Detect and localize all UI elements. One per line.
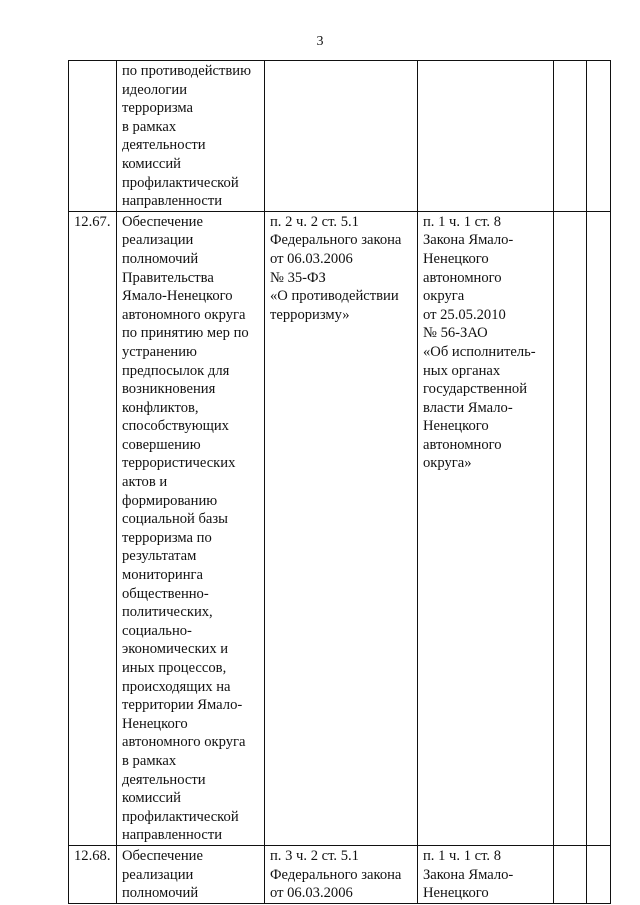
extra-column-cell (587, 61, 611, 212)
cell-text-line: Ненецкого (423, 250, 489, 267)
extra-column-cell (587, 845, 611, 903)
cell-text-line: Федерального закона (270, 866, 402, 883)
cell-text-line: комиссий (122, 155, 181, 172)
cell-text-line: № 35-ФЗ (270, 269, 326, 286)
cell-text-line: от 06.03.2006 (270, 250, 353, 267)
legal-basis-table (68, 60, 611, 904)
cell-text-line: иных процессов, (122, 660, 227, 676)
cell-text-line: государственной (423, 381, 528, 398)
cell-text-line: Федерального закона (270, 232, 402, 249)
cell-text-line: № 56-ЗАО (423, 325, 488, 342)
row-number-cell (69, 845, 117, 903)
cell-text-line: деятельности (122, 137, 206, 154)
cell-text-line: реализации (122, 232, 194, 249)
cell-text-line: «О противодействии (270, 288, 399, 305)
regional-law-cell (418, 211, 554, 845)
cell-text-line: полномочий (122, 250, 199, 267)
cell-text-line: 12.67. (74, 213, 111, 230)
federal-law-cell (265, 845, 418, 903)
cell-text-line: от 06.03.2006 (270, 885, 353, 902)
cell-text-line: Ненецкого (122, 715, 188, 732)
federal-law-cell (265, 211, 418, 845)
table-row (69, 845, 611, 903)
federal-law-cell (265, 61, 418, 212)
cell-text-line: по принятию мер по (122, 325, 249, 342)
cell-text-line: формированию (122, 492, 218, 509)
cell-text-line: социально- (122, 622, 192, 639)
cell-text-line: автономного (423, 436, 502, 453)
cell-text-line: округа» (423, 455, 472, 472)
row-number-cell (69, 211, 117, 845)
regional-law-cell (418, 61, 554, 212)
cell-text-line: мониторинга (122, 567, 204, 584)
cell-text-line: Закона Ямало- (423, 866, 514, 883)
cell-text-line: результатам (122, 548, 197, 565)
cell-text-line: п. 1 ч. 1 ст. 8 (423, 213, 501, 230)
cell-text-line: округа (423, 288, 465, 305)
cell-text-line: предпосылок для (122, 362, 230, 379)
cell-text-line: п. 2 ч. 2 ст. 5.1 (270, 213, 359, 230)
cell-text-line: автономного округа (122, 306, 246, 323)
cell-text-line: территории Ямало- (122, 697, 243, 714)
page-number: 3 (316, 34, 324, 49)
cell-text-line: Обеспечение (122, 213, 203, 230)
cell-text-line: от 25.05.2010 (423, 306, 506, 323)
cell-text-line: полномочий (122, 885, 199, 902)
extra-column-cell (554, 845, 587, 903)
cell-text-line: реализации (122, 866, 194, 883)
extra-column-cell (554, 61, 587, 212)
cell-text-line: профилактической (122, 174, 239, 191)
table-row (69, 211, 611, 845)
cell-text-line: Закона Ямало- (423, 232, 514, 249)
cell-text-line: власти Ямало- (423, 399, 513, 416)
cell-text-line: направленности (122, 193, 223, 210)
extra-column-cell (587, 211, 611, 845)
cell-text-line: конфликтов, (122, 399, 199, 416)
cell-text-line: по противодействию (122, 63, 251, 79)
cell-text-line: комиссий (122, 790, 181, 807)
cell-text-line: Ямало-Ненецкого (122, 288, 233, 305)
powers-description-cell (117, 61, 265, 212)
cell-text-line: способствующих (122, 418, 229, 435)
cell-text-line: 12.68. (74, 847, 111, 864)
cell-text-line: политических, (122, 604, 213, 621)
cell-text-line: общественно- (122, 585, 209, 602)
cell-text-line: возникновения (122, 381, 216, 398)
cell-text-line: экономических и (122, 641, 229, 658)
powers-description-cell (117, 845, 265, 903)
regional-law-cell (418, 845, 554, 903)
cell-text-line: Обеспечение (122, 847, 203, 864)
cell-text-line: профилактической (122, 808, 239, 825)
cell-text-line: Ненецкого (423, 418, 489, 435)
table-row (69, 61, 611, 212)
cell-text-line: деятельности (122, 771, 206, 788)
extra-column-cell (554, 211, 587, 845)
row-number-cell (69, 61, 117, 212)
cell-text-line: ных органах (423, 362, 501, 379)
cell-text-line: направленности (122, 827, 223, 844)
cell-text-line: совершению (122, 436, 201, 453)
cell-text-line: автономного округа (122, 734, 246, 751)
cell-text-line: в рамках (122, 752, 177, 769)
cell-text-line: происходящих на (122, 678, 231, 695)
cell-text-line: «Об исполнитель- (423, 343, 536, 360)
cell-text-line: устранению (122, 343, 197, 360)
cell-text-line: Ненецкого (423, 885, 489, 902)
cell-text-line: социальной базы (122, 511, 228, 528)
cell-text-line: Правительства (122, 269, 214, 286)
cell-text-line: террористических (122, 455, 236, 472)
cell-text-line: в рамках (122, 118, 177, 135)
cell-text-line: п. 1 ч. 1 ст. 8 (423, 847, 501, 864)
cell-text-line: терроризма по (122, 529, 212, 546)
cell-text-line: актов и (122, 474, 168, 491)
cell-text-line: терроризма (122, 100, 194, 117)
cell-text-line: идеологии (122, 81, 188, 98)
cell-text-line: терроризму» (270, 306, 350, 323)
cell-text-line: автономного (423, 269, 502, 286)
cell-text-line: п. 3 ч. 2 ст. 5.1 (270, 847, 359, 864)
powers-description-cell (117, 211, 265, 845)
